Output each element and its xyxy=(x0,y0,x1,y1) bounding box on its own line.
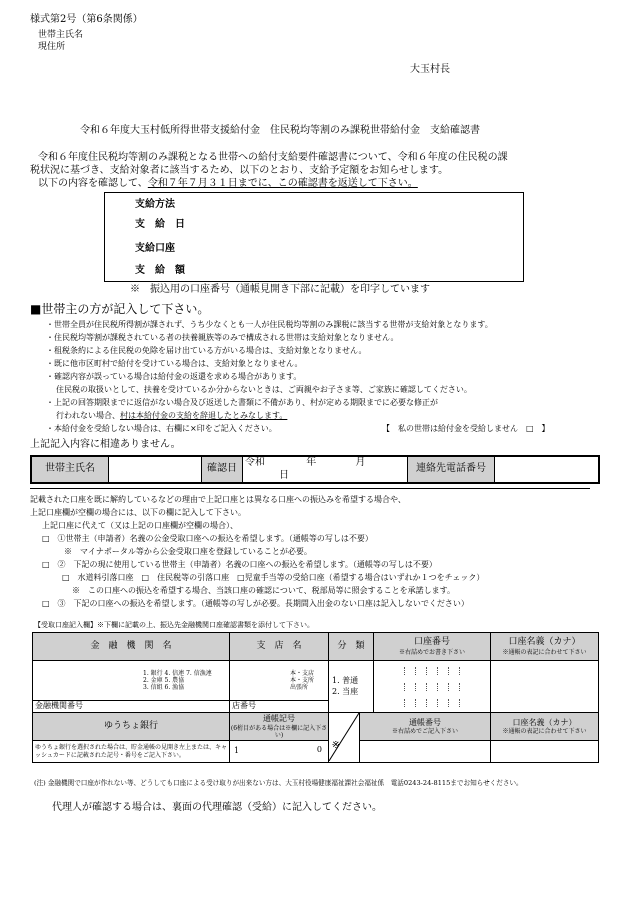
intro-line-3-text: 以下の内容を確認して、 xyxy=(38,178,148,189)
account-number-header xyxy=(374,633,491,661)
bank-form-caption: 【受取口座記入欄】※下欄に記載の上、振込先金融機関口座確認書類を添付して下さい。 xyxy=(34,621,314,629)
change-line-1: 記載された口座を既に解約しているなどの理由で上記口座とは異なる口座への振込みを希望する場合や、 xyxy=(30,495,406,504)
branch-types-1: 本・支店 xyxy=(290,669,315,677)
yucho-note: ゆうちょ銀行を選択された場合は、貯金通帳の見開き左上または、キャッシュカードに記載された記号・番号をご記入下さい。 xyxy=(33,741,230,763)
bank-account-table xyxy=(32,632,599,713)
option-1-note: ※ マイナポータル等から公金受取口座を登録していることが必要。 xyxy=(64,547,312,556)
issuer: 大玉村長 xyxy=(410,64,450,75)
decline-deemed-text: 村は本給付金の支給を辞退したとみなします。 xyxy=(120,411,288,420)
householder-name-label: 世帯主氏名 xyxy=(31,456,109,483)
option-2-note: ※ この口座への振込を希望する場合、当該口座の確認について、税部局等に照会することを承諾します。 xyxy=(72,586,456,595)
intro-line-1: 令和６年度住民税均等割のみ課税となる世帯への給付支給要件確認書について、令和６年度の住民税の課 xyxy=(38,152,508,163)
account-type-2: 2. 当座 xyxy=(332,686,359,696)
bank-code-field[interactable] xyxy=(33,701,230,713)
deadline-text: 令和７年７月３１日までに、この確認書を返送して下さい。 xyxy=(147,178,418,189)
account-number-field[interactable] xyxy=(374,661,491,713)
year-label: 年 xyxy=(306,457,317,468)
yucho-mark: ※ xyxy=(331,740,340,751)
signature-row xyxy=(30,455,600,484)
householder-name-field[interactable] xyxy=(109,456,202,483)
payment-note: ※ 振込用の口座番号（通帳見開き下部に記載）を印字しています xyxy=(130,284,430,295)
yucho-number-note: ※右詰めでご記入下さい xyxy=(391,728,458,736)
account-number-header-note: ※右詰めでお書き下さい xyxy=(398,648,465,656)
bank-types-1: 1. 銀行 4. 信連 7. 信漁連 xyxy=(143,669,212,677)
payment-account-label: 支給口座 xyxy=(135,243,175,254)
phone-field[interactable] xyxy=(495,456,600,483)
option-3[interactable]: □ ③ 下記の口座への振込を希望します。（通帳等の写しが必要。長期間入出金のない口座は記入しないでください） xyxy=(42,599,469,608)
bank-code-label: 金融機関番号 xyxy=(35,701,83,711)
yucho-digit-last: 0 xyxy=(316,745,322,754)
section-heading: ■世帯主の方が記入して下さい。 xyxy=(30,302,210,316)
address-label: 現住所 xyxy=(38,42,66,52)
branch-field[interactable] xyxy=(230,661,329,701)
day-label: 日 xyxy=(279,469,289,481)
payment-method-label: 支給方法 xyxy=(135,199,175,210)
month-label: 月 xyxy=(355,457,366,468)
branch-code-field[interactable] xyxy=(230,701,329,713)
footnote: (注) 金融機関で口座が作れない等、どうしても口座による受け取りが出来ない方は、大玉村役場健康福祉課社会福祉係 電話0243-24-8115までお知らせください。 xyxy=(34,779,523,787)
yucho-slash-cell xyxy=(329,713,360,763)
branch-header: 支 店 名 xyxy=(230,633,329,661)
yucho-holder-header xyxy=(491,713,599,741)
yucho-symbol-note: (6桁目がある場合は※欄に記入下さい) xyxy=(230,724,328,739)
bullet-2: ・住民税均等割が課税されている者の扶養親族等のみで構成される世帯は支給対象となりません。 xyxy=(46,333,399,342)
option-2-sub[interactable]: □ 水道料引落口座 □ 住民税等の引落口座 □児童手当等の受給口座（希望する場合はいずれか１つをチェック） xyxy=(62,573,485,582)
holder-header-note: ※通帳の表記に合わせて下さい xyxy=(502,648,587,656)
account-number-header-label: 口座番号 xyxy=(413,637,450,648)
intro-line-3 xyxy=(38,178,418,191)
proxy-note: 代理人が確認する場合は、裏面の代理確認（受給）に記入してください。 xyxy=(52,802,382,813)
confirm-date-field[interactable] xyxy=(243,456,408,483)
yucho-digit-first: 1 xyxy=(234,746,240,756)
intro-line-2: 税状況に基づき、支給対象者に該当するため、以下のとおり、支給予定額をお知らせします。 xyxy=(30,165,449,176)
page-title: 令和６年度大玉村低所得世帯支援給付金 住民税均等割のみ課税世帯給付金 支給確認書 xyxy=(80,125,480,136)
bank-types-2: 2. 金庫 5. 農協 xyxy=(143,676,185,684)
bank-name-header: 金 融 機 関 名 xyxy=(33,633,230,661)
option-1[interactable]: □ ①世帯主（申請者）名義の公金受取口座への振込を希望します。（通帳等の写しは不要） xyxy=(42,534,373,543)
yucho-symbol-header xyxy=(230,713,329,741)
yucho-table xyxy=(32,712,599,763)
option-2[interactable]: □ ② 下記の現に使用している世帯主（申請者）名義の口座への振込を希望します。（通帳等の写しは不要） xyxy=(42,560,437,569)
bullet-1: ・世帯全員が住民税所得割が課されず、うち少なくとも一人が住民税均等割のみ課税に該当する世帯が支給対象となります。 xyxy=(46,320,493,329)
bank-name-field[interactable] xyxy=(33,661,230,701)
era-label: 令和 xyxy=(245,457,265,468)
confirm-date-label: 確認日 xyxy=(202,456,243,483)
holder-header xyxy=(491,633,599,661)
branch-types-2: 本・支所 xyxy=(290,676,315,684)
yucho-number-field[interactable] xyxy=(360,741,491,763)
bullet-4: ・既に他市区町村で給付を受けている場合は、支給対象となりません。 xyxy=(46,359,303,368)
yucho-holder-label: 口座名義（カナ） xyxy=(512,717,577,727)
type-header: 分 類 xyxy=(329,633,374,661)
yucho-holder-note: ※通帳の表記に合わせて下さい xyxy=(502,728,587,736)
slash-mark xyxy=(329,713,359,761)
payment-date-label: 支 給 日 xyxy=(135,219,185,230)
payment-info-box xyxy=(104,192,524,282)
bank-types-3: 3. 信組 6. 漁協 xyxy=(143,684,185,692)
yucho-holder-field[interactable] xyxy=(491,741,599,763)
payment-amount-label: 支 給 額 xyxy=(135,265,185,276)
form-number: 様式第2号（第6条関係） xyxy=(30,14,143,25)
decline-text: ・本給付金を受給しない場合は、右欄に×印をご記入ください。 xyxy=(46,424,277,433)
bullet-6-cont xyxy=(56,411,287,421)
phone-label: 連絡先電話番号 xyxy=(408,456,495,483)
divider xyxy=(30,488,590,489)
branch-code-label: 店番号 xyxy=(232,701,256,711)
bullet-5-cont: 住民税の取扱いとして、扶養を受けているか分からないときは、ご両親やお子さま等、ご家族に確認してください。 xyxy=(56,385,472,394)
decline-checkbox[interactable]: 【 私の世帯は給付金を受給しません □ 】 xyxy=(382,424,550,433)
bullet-6-cont-text: 行われない場合、 xyxy=(56,411,120,420)
yucho-name: ゆうちょ銀行 xyxy=(33,713,230,741)
change-line-2: 上記口座欄が空欄の場合には、以下の欄に記入して下さい。 xyxy=(30,508,246,517)
account-type-field[interactable] xyxy=(329,661,374,713)
yucho-symbol-label: 通帳記号 xyxy=(263,714,295,724)
bullet-5: ・確認内容が誤っている場合は給付金の返還を求める場合があります。 xyxy=(46,372,302,381)
yucho-number-label: 通帳番号 xyxy=(409,717,441,727)
branch-types-3: 出張所 xyxy=(290,684,309,692)
yucho-symbol-field[interactable] xyxy=(230,740,340,763)
holder-header-label: 口座名義（カナ） xyxy=(508,637,581,648)
yucho-number-header xyxy=(360,713,491,741)
confirm-text: 上記記入内容に相違ありません。 xyxy=(30,439,181,450)
bullet-6: ・上記の回答期限までに返信がない場合及び返送した書類に不備があり、村が定める期限までに必要な修正が xyxy=(46,398,438,407)
addressee-label: 世帯主氏名 xyxy=(38,30,84,40)
change-line-3: 上記口座に代えて（又は上記の口座欄が空欄の場合）、 xyxy=(42,521,238,530)
account-type-1: 1. 普通 xyxy=(332,676,359,686)
account-holder-field[interactable] xyxy=(491,661,599,713)
bullet-3: ・租税条約による住民税の免除を届け出ている方がいる場合は、支給対象となりません。 xyxy=(46,346,367,355)
